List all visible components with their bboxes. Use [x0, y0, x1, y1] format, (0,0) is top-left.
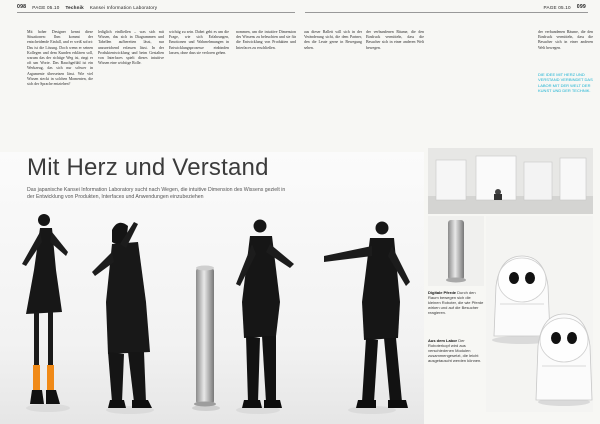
silver-pole-object — [194, 266, 216, 407]
text-column-5: aus dieser Ballett will sich in der Veränderung sicht, die dem Partner, den die Leute gerne in Bewegung sehen. — [304, 30, 362, 50]
text-column-6: der verbundenen Räume, die den Eindruck vermitteln, dass die Besucher sich in einer anderen Welt bewegen. — [366, 30, 424, 50]
silver-cylinder-photo — [428, 216, 484, 286]
text-column-4: nommen, um die intuitive Dimension des Wissens zu beleuchten und sie für die Entwicklung von Produkten und Interfaces zu erschließen. — [236, 30, 296, 50]
right-issue-label: PAGE 05.10 — [543, 4, 571, 10]
exhibition-room-photo — [428, 148, 593, 214]
article-headline: Mit Herz und Verstand — [27, 154, 269, 181]
text-column-3: wichtig zu sein. Dabei geht es um die Frage, wie sich Erfahrungen, Emotionen und Wahrnehmungen in Entwicklungsprozesse einbinden lassen, ohne dass sie verloren gehen. — [169, 30, 229, 55]
left-issue-label: PAGE 05.10 — [32, 4, 60, 10]
article-deck: Das japanische Kansei Information Laboratory sucht nach Wegen, die intuitive Dimension des Wissens gezielt in der Entwicklung von Produkten, Interfaces und Anwendungen einzubeziehen — [27, 187, 286, 200]
caption-digitale-pferde: Digitale Pferde Durch den Raum bewegen sich die kleinen Roboter, die wie Pferde wirken und auf die Besucher reagieren. — [428, 290, 484, 316]
text-column-2: lediglich einfließen – was sich mit Wissen, das sich in Diagrammen und Tabellen aufbereiten lässt, nur unzureichend erfassen lässt. In der Produktentwicklung und beim Gestalten von Interfaces spielt dieses intuitive Wissen eine wichtige Rolle. — [98, 30, 164, 66]
header-rule-left — [17, 12, 295, 13]
text-column-7: der verbundenen Räume, die den Eindruck vermitteln, dass die Besucher sich in einer anderen Welt bewegen. — [538, 30, 593, 50]
robot-left-figure — [494, 256, 550, 336]
right-page-number: 099 — [576, 4, 586, 10]
left-page-number: 098 — [17, 4, 27, 10]
section-label: Technik — [65, 4, 84, 10]
topic-label: Kansei Information Laboratory — [89, 4, 158, 10]
robot-right-figure — [536, 314, 592, 400]
cyan-pull-quote: DIE IDEE MIT HERZ UND VERSTAND VERBINDET DAS LABOR MIT DER WELT DER KUNST UND DER TECHNIK. — [538, 72, 593, 93]
caption-aus-dem-labor: Aus dem Labor Der Roboterkopf wird aus verschiedenen Modulen zusammengesetzt, die leicht ausgetauscht werden können. — [428, 338, 482, 364]
text-column-1: Mit hoher Designer kennt diese Situationen: Ihm kommt der entscheidende Einfall, und er weiß sofort: Das ist die Lösung. Doch wenn er seinen Kollegen und dem Kunden erklären soll, warum das der richtige Weg ist, ringt er oft um Worte. Das Bauchgefühl ist ein Werkzeug, das sich nur schwer in Argumente übersetzen lässt. Wie viel Wissen steckt in solchen Momenten, die sich der Sprache entziehen? — [27, 30, 93, 87]
robots-photo — [486, 216, 593, 412]
header-rule-right — [305, 12, 588, 13]
